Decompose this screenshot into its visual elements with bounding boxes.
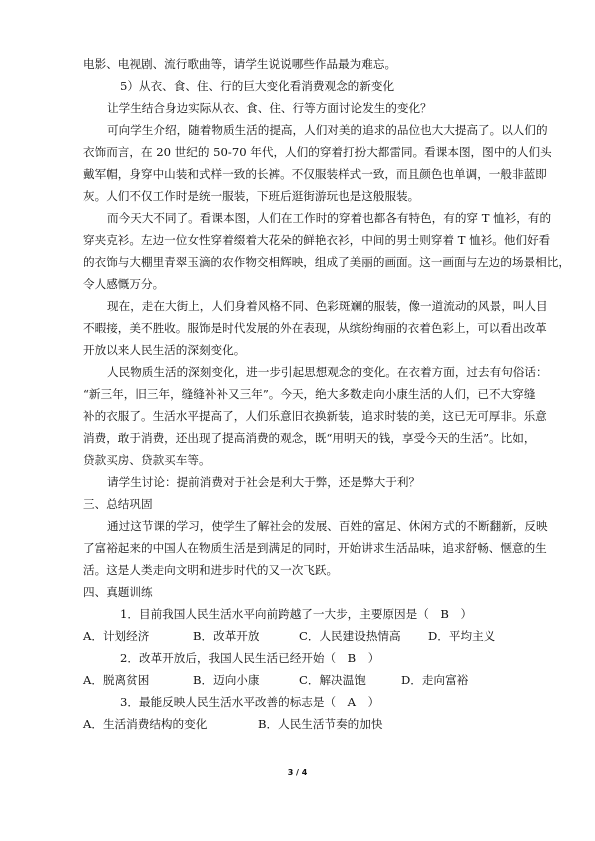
answer-option: C．人民建设热情高 bbox=[299, 629, 401, 643]
page-number: 3 / 4 bbox=[287, 768, 308, 777]
question-options bbox=[83, 670, 513, 690]
section-heading: 三、总结巩固 bbox=[83, 497, 153, 511]
answer-option: B．改革开放 bbox=[193, 629, 260, 643]
paragraph-line: 戴军帽，身穿中山装和式样一致的长裤。不仅服装样式一致，而且颜色也单调，一般非蓝即 bbox=[83, 167, 547, 181]
paragraph-line: 了富裕起来的中国人在物质生活是到满足的同时，开始讲求生活品味，追求舒畅、惬意的生 bbox=[83, 541, 547, 555]
question-options bbox=[83, 626, 513, 646]
paragraph-line: 的衣饰与大棚里青翠玉滴的农作物交相辉映，组成了美丽的画面。这一画面与左边的场景相比， bbox=[83, 255, 570, 269]
paragraph-line: 人民物质生活的深刻变化，进一步引起思想观念的变化。在衣着方面，过去有句俗话： bbox=[107, 365, 548, 379]
paragraph-line: 开放以来人民生活的深刻变化。 bbox=[83, 343, 246, 357]
section-heading: 5）从衣、食、住、行的巨大变化看消费观念的新变化 bbox=[120, 79, 395, 93]
paragraph-line: 令人感慨万分。 bbox=[83, 277, 165, 291]
answer-option: A．生活消费结构的变化 bbox=[83, 717, 208, 731]
paragraph-line: 补的衣服了。生活水平提高了，人们乐意旧衣换新装，追求时装的美，这已无可厚非。乐意 bbox=[83, 409, 547, 423]
paragraph-line: 活。这是人类走向文明和进步时代的又一次飞跃。 bbox=[83, 563, 339, 577]
answer-option: A．计划经济 bbox=[83, 629, 150, 643]
answer-option: D．走向富裕 bbox=[401, 673, 469, 687]
paragraph-line: 通过这节课的学习，使学生了解社会的发展、百姓的富足、休闲方式的不断翻新，反映 bbox=[107, 519, 548, 533]
paragraph-line: 消费，敢于消费，还出现了提高消费的观念，既“用明天的钱，享受今天的生活”。比如， bbox=[83, 431, 536, 445]
paragraph-line: 穿夹克衫。左边一位女性穿着缀着大花朵的鲜艳衣衫，中间的男士则穿着 T 恤衫。他们好看 bbox=[83, 233, 551, 247]
paragraph-line: “新三年，旧三年，缝缝补补又三年”。今天，绝大多数走向小康生活的人们，已不大穿缝 bbox=[83, 387, 536, 401]
paragraph-line: 不暇接，美不胜收。服饰是时代发展的外在表现，从缤纷绚丽的衣着色彩上，可以看出改革 bbox=[83, 321, 547, 335]
paragraph-line: 而今天大不同了。看课本图，人们在工作时的穿着也都各有特色，有的穿 T 恤衫，有的 bbox=[107, 211, 552, 225]
answer-option: B．人民生活节奏的加快 bbox=[258, 717, 383, 731]
question-stem: 2．改革开放后，我国人民生活已经开始（ B ） bbox=[120, 651, 380, 665]
section-heading: 四、真题训练 bbox=[83, 585, 153, 599]
paragraph-line: 灰。人们不仅工作时是统一服装，下班后逛街游玩也是这般服装。 bbox=[83, 189, 420, 203]
question-stem: 3．最能反映人民生活水平改善的标志是（ A ） bbox=[120, 695, 380, 709]
paragraph-line: 电影、电视剧、流行歌曲等，请学生说说哪些作品最为难忘。 bbox=[83, 57, 397, 71]
answer-option: B．迈向小康 bbox=[193, 673, 260, 687]
paragraph-line: 现在，走在大街上，人们身着风格不同、色彩斑斓的服装，像一道流动的风景，叫人目 bbox=[107, 299, 548, 313]
paragraph-line: 可向学生介绍，随着物质生活的提高，人们对美的追求的品位也大大提高了。以人们的 bbox=[107, 123, 548, 137]
answer-option: A．脱离贫困 bbox=[83, 673, 150, 687]
paragraph-line: 请学生讨论：提前消费对于社会是利大于弊，还是弊大于利？ bbox=[107, 475, 421, 489]
paragraph-line: 让学生结合身边实际从衣、食、住、行等方面讨论发生的变化？ bbox=[107, 101, 432, 115]
answer-option: D．平均主义 bbox=[428, 629, 496, 643]
answer-option: C．解决温饱 bbox=[299, 673, 366, 687]
paragraph-line: 贷款买房、贷款买车等。 bbox=[83, 453, 211, 467]
question-options bbox=[83, 714, 513, 734]
question-stem: 1．目前我国人民生活水平向前跨越了一大步，主要原因是（ B ） bbox=[120, 607, 473, 621]
paragraph-line: 衣饰而言，在 20 世纪的 50-70 年代，人们的穿着打扮大都雷同。看课本图，图中的人们头 bbox=[83, 145, 552, 159]
